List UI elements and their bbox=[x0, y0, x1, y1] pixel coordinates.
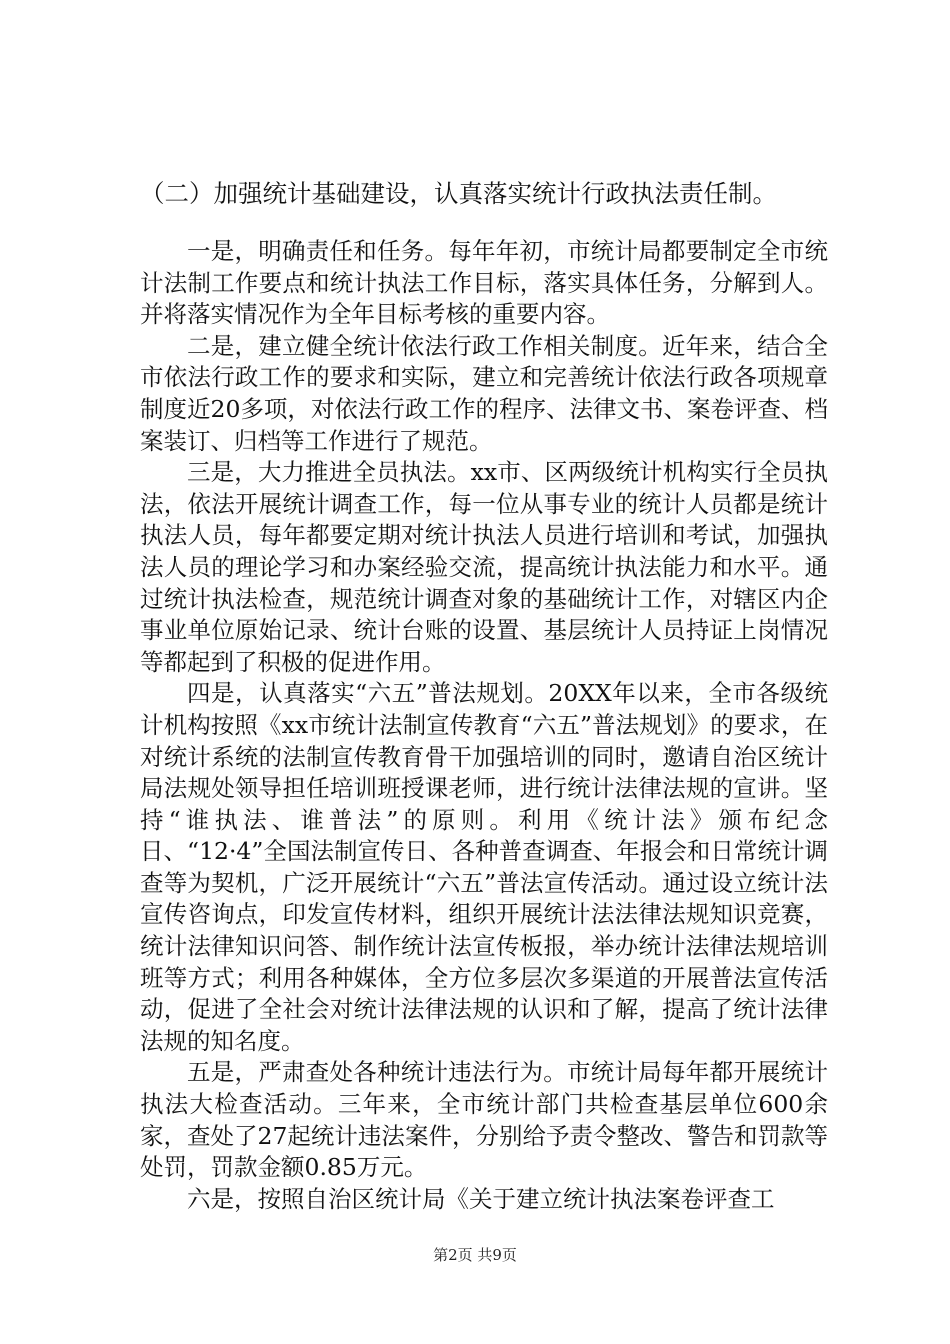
paragraph-2: 二是，建立健全统计依法行政工作相关制度。近年来，结合全市依法行政工作的要求和实际，建立和完善统计依法行政各项规章制度近20多项，对依法行政工作的程序、法律文书、案卷评查、档案装订、归档等工作进行了规范。 bbox=[140, 331, 828, 455]
page-footer bbox=[0, 1244, 950, 1265]
section-heading: （二）加强统计基础建设，认真落实统计行政执法责任制。 bbox=[140, 179, 777, 208]
paragraph-5: 五是，严肃查处各种统计违法行为。市统计局每年都开展统计执法大检查活动。三年来，全市统计部门共检查基层单位600余家，查处了27起统计违法案件，分别给予责令整改、警告和罚款等处罚，罚款金额0.85万元。 bbox=[140, 1058, 828, 1182]
paragraph-1: 一是，明确责任和任务。每年年初，市统计局都要制定全市统计法制工作要点和统计执法工作目标，落实具体任务，分解到人。并将落实情况作为全年目标考核的重要内容。 bbox=[140, 237, 828, 329]
paragraph-6: 六是，按照自治区统计局《关于建立统计执法案卷评查工 bbox=[187, 1184, 775, 1213]
paragraph-3: 三是，大力推进全员执法。xx市、区两级统计机构实行全员执法，依法开展统计调查工作，每一位从事专业的统计人员都是统计执法人员，每年都要定期对统计执法人员进行培训和考试，加强执法人员的理论学习和办案经验交流，提高统计执法能力和水平。通过统计执法检查，规范统计调查对象的基础统计工作，对辖区内企事业单位原始记录、统计台账的设置、基层统计人员持证上岗情况等都起到了积极的促进作用。 bbox=[140, 458, 828, 676]
paragraph-4: 四是，认真落实“六五”普法规划。20XX年以来，全市各级统计机构按照《xx市统计法制宣传教育“六五”普法规划》的要求，在对统计系统的法制宣传教育骨干加强培训的同时，邀请自治区统计局法规处领导担任培训班授课老师，进行统计法律法规的宣讲。坚持“谁执法、谁普法”的原则。利用《统计法》颁布纪念日、“12·4”全国法制宣传日、各种普查调查、年报会和日常统计调查等为契机，广泛开展统计“六五”普法宣传活动。通过设立统计法宣传咨询点，印发宣传材料，组织开展统计法法律法规知识竞赛，统计法律知识问答、制作统计法宣传板报，举办统计法律法规培训班等方式；利用各种媒体，全方位多层次多渠道的开展普法宣传活动，促进了全社会对统计法律法规的认识和了解，提高了统计法律法规的知名度。 bbox=[140, 679, 828, 1055]
page-number: 第2页 共9页 bbox=[433, 1246, 517, 1264]
document-body bbox=[140, 236, 828, 1215]
